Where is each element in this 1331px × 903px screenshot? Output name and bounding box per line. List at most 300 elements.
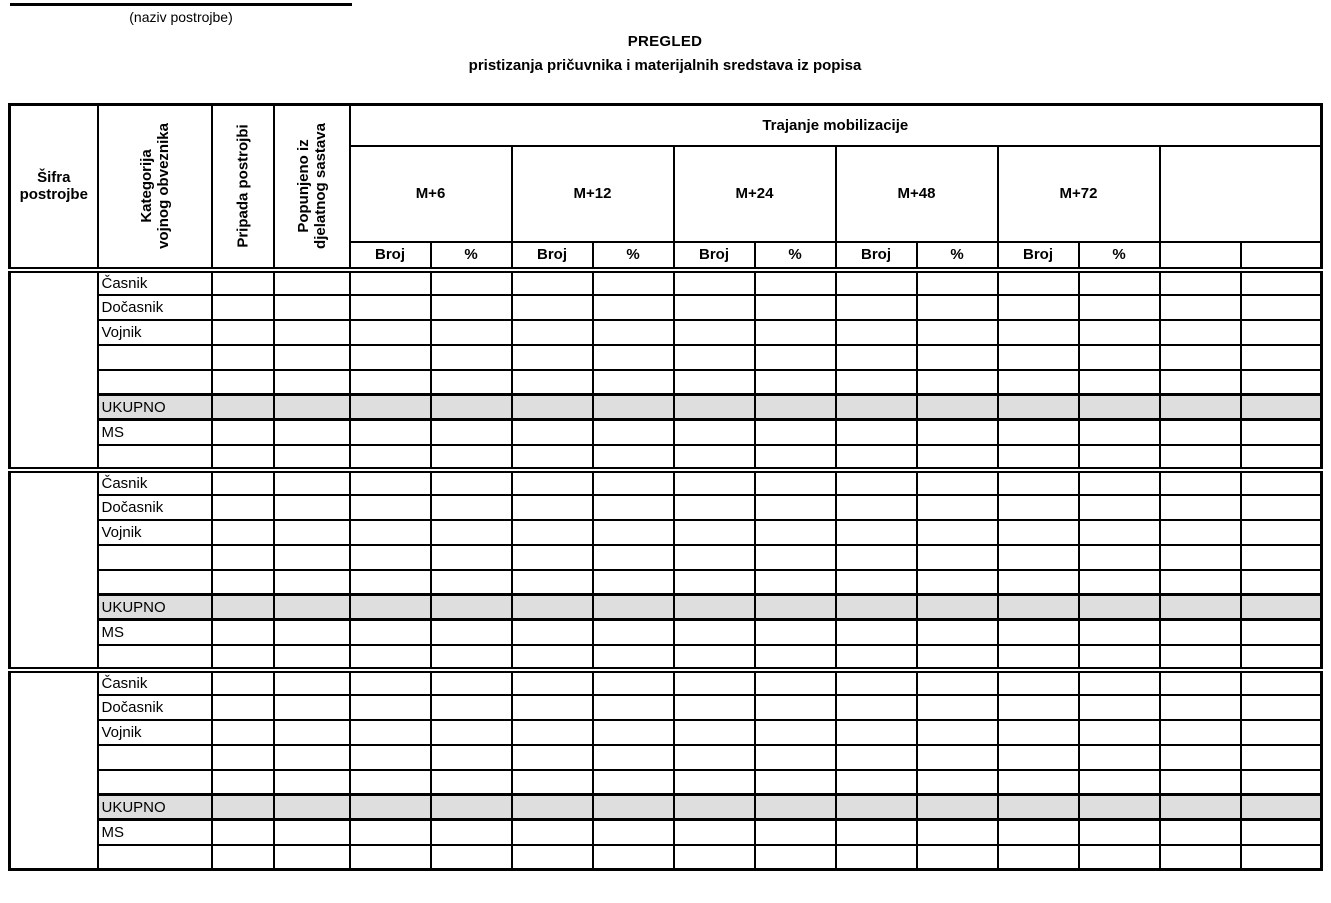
data-cell: [1241, 420, 1322, 445]
data-cell: [274, 445, 350, 470]
data-cell: [593, 520, 674, 545]
data-cell: [755, 520, 836, 545]
data-cell: [998, 545, 1079, 570]
data-cell: [836, 345, 917, 370]
data-cell: [917, 595, 998, 620]
data-cell: [998, 845, 1079, 870]
data-cell: [1241, 745, 1322, 770]
row-label: MS: [98, 820, 212, 845]
table-row: [10, 495, 1322, 520]
data-cell: [998, 670, 1079, 695]
data-cell: [1241, 295, 1322, 320]
data-cell: [512, 420, 593, 445]
col-header-filled-from-active: [274, 105, 350, 270]
data-cell: [755, 595, 836, 620]
data-cell: [1160, 445, 1241, 470]
data-cell: [755, 345, 836, 370]
data-cell: [674, 620, 755, 645]
data-cell: [431, 445, 512, 470]
data-cell: [1079, 670, 1160, 695]
data-cell: [431, 845, 512, 870]
table-row: [10, 695, 1322, 720]
data-cell: [1241, 270, 1322, 295]
data-cell: [212, 570, 274, 595]
data-cell: [431, 670, 512, 695]
data-cell: [674, 520, 755, 545]
row-label: Dočasnik: [98, 495, 212, 520]
data-cell: [755, 295, 836, 320]
table-row: [10, 420, 1322, 445]
table-row: [10, 295, 1322, 320]
col-header-m6: M+6: [350, 146, 512, 242]
data-cell: [1079, 595, 1160, 620]
data-cell: [212, 770, 274, 795]
data-cell: [274, 845, 350, 870]
data-cell: [674, 695, 755, 720]
row-label: [98, 345, 212, 370]
data-cell: [755, 695, 836, 720]
data-cell: [593, 795, 674, 820]
table-row: [10, 570, 1322, 595]
data-cell: [1079, 645, 1160, 670]
data-cell: [917, 545, 998, 570]
sub-header-count-m72: Broj: [998, 242, 1079, 270]
title-block: [8, 33, 1322, 74]
data-cell: [1160, 795, 1241, 820]
sub-header-count-m48: Broj: [836, 242, 917, 270]
row-label: [98, 745, 212, 770]
data-cell: [917, 820, 998, 845]
data-cell: [274, 495, 350, 520]
row-label: MS: [98, 620, 212, 645]
row-label: [98, 570, 212, 595]
data-cell: [674, 545, 755, 570]
data-cell: [674, 345, 755, 370]
sub-header-percent-m6: %: [431, 242, 512, 270]
data-cell: [674, 295, 755, 320]
data-cell: [836, 720, 917, 745]
data-cell: [512, 545, 593, 570]
data-cell: [998, 470, 1079, 495]
data-cell: [593, 845, 674, 870]
data-cell: [674, 470, 755, 495]
data-cell: [1241, 845, 1322, 870]
data-cell: [593, 820, 674, 845]
data-cell: [674, 495, 755, 520]
data-cell: [1160, 295, 1241, 320]
data-cell: [1079, 545, 1160, 570]
row-label: [98, 845, 212, 870]
data-cell: [212, 345, 274, 370]
row-label: Dočasnik: [98, 295, 212, 320]
data-cell: [836, 695, 917, 720]
data-cell: [836, 470, 917, 495]
data-cell: [917, 745, 998, 770]
data-cell: [674, 595, 755, 620]
data-cell: [512, 620, 593, 645]
col-header-m12: M+12: [512, 146, 674, 242]
data-cell: [350, 795, 431, 820]
data-cell: [998, 520, 1079, 545]
data-cell: [1241, 395, 1322, 420]
data-cell: [755, 745, 836, 770]
data-cell: [212, 545, 274, 570]
data-cell: [593, 570, 674, 595]
data-cell: [1160, 520, 1241, 545]
col-header-unit-code: Šifra postrojbe: [10, 105, 98, 270]
row-label: [98, 545, 212, 570]
data-cell: [1160, 570, 1241, 595]
data-cell: [836, 270, 917, 295]
data-cell: [1079, 820, 1160, 845]
data-cell: [350, 445, 431, 470]
data-cell: [593, 620, 674, 645]
data-cell: [755, 720, 836, 745]
data-cell: [1079, 370, 1160, 395]
data-cell: [674, 645, 755, 670]
data-cell: [274, 570, 350, 595]
data-cell: [431, 395, 512, 420]
data-cell: [836, 495, 917, 520]
data-cell: [836, 770, 917, 795]
data-cell: [212, 520, 274, 545]
data-cell: [917, 520, 998, 545]
data-cell: [1241, 620, 1322, 645]
mobilization-overview-table: [8, 103, 1323, 871]
data-cell: [593, 420, 674, 445]
sub-header-count-m12: Broj: [512, 242, 593, 270]
data-cell: [431, 345, 512, 370]
data-cell: [1079, 470, 1160, 495]
data-cell: [917, 420, 998, 445]
data-cell: [350, 345, 431, 370]
data-cell: [1160, 370, 1241, 395]
data-cell: [512, 495, 593, 520]
data-cell: [998, 745, 1079, 770]
data-cell: [274, 520, 350, 545]
data-cell: [1079, 295, 1160, 320]
data-cell: [1241, 320, 1322, 345]
data-cell: [274, 470, 350, 495]
data-cell: [1160, 270, 1241, 295]
row-label: Vojnik: [98, 720, 212, 745]
unit-code-cell: [10, 670, 98, 870]
data-cell: [512, 795, 593, 820]
data-cell: [917, 395, 998, 420]
data-cell: [274, 720, 350, 745]
data-cell: [674, 270, 755, 295]
data-cell: [836, 745, 917, 770]
data-cell: [1160, 770, 1241, 795]
data-cell: [674, 320, 755, 345]
data-cell: [1079, 795, 1160, 820]
data-cell: [431, 720, 512, 745]
data-cell: [755, 820, 836, 845]
data-cell: [431, 545, 512, 570]
data-cell: [593, 345, 674, 370]
data-cell: [274, 595, 350, 620]
data-cell: [512, 370, 593, 395]
data-cell: [431, 620, 512, 645]
data-cell: [1241, 570, 1322, 595]
table-row: [10, 520, 1322, 545]
data-cell: [1241, 545, 1322, 570]
data-cell: [212, 395, 274, 420]
col-header-m48: M+48: [836, 146, 998, 242]
data-cell: [1160, 620, 1241, 645]
data-cell: [512, 720, 593, 745]
data-cell: [917, 320, 998, 345]
data-cell: [1079, 345, 1160, 370]
data-cell: [1079, 620, 1160, 645]
data-cell: [998, 445, 1079, 470]
data-cell: [755, 370, 836, 395]
data-cell: [998, 645, 1079, 670]
data-cell: [350, 670, 431, 695]
data-cell: [1079, 695, 1160, 720]
data-cell: [998, 620, 1079, 645]
col-header-belongs-to-unit-text: Pripada postrojbi: [234, 124, 251, 248]
data-cell: [350, 470, 431, 495]
data-cell: [674, 395, 755, 420]
data-cell: [593, 370, 674, 395]
row-label: Vojnik: [98, 320, 212, 345]
data-cell: [350, 495, 431, 520]
data-cell: [431, 745, 512, 770]
data-cell: [350, 570, 431, 595]
data-cell: [593, 470, 674, 495]
data-cell: [431, 470, 512, 495]
col-header-belongs-to-unit: [212, 105, 274, 270]
data-cell: [1160, 420, 1241, 445]
data-cell: [1241, 470, 1322, 495]
data-cell: [755, 495, 836, 520]
data-cell: [431, 295, 512, 320]
col-header-filled-from-active-text: Popunjeno iz djelatnog sastava: [294, 123, 329, 250]
data-cell: [512, 270, 593, 295]
data-cell: [917, 470, 998, 495]
data-cell: [998, 270, 1079, 295]
header-row-top: [10, 105, 1322, 146]
data-cell: [674, 845, 755, 870]
data-cell: [1241, 820, 1322, 845]
col-header-mobilization-duration: Trajanje mobilizacije: [350, 105, 1322, 146]
data-cell: [836, 570, 917, 595]
data-cell: [593, 645, 674, 670]
data-cell: [998, 420, 1079, 445]
data-cell: [512, 395, 593, 420]
data-cell: [512, 695, 593, 720]
data-cell: [1241, 370, 1322, 395]
data-cell: [917, 795, 998, 820]
data-cell: [212, 470, 274, 495]
data-cell: [1079, 845, 1160, 870]
table-row: [10, 270, 1322, 295]
table-body: [10, 270, 1322, 870]
data-cell: [1160, 545, 1241, 570]
data-cell: [431, 695, 512, 720]
data-cell: [917, 645, 998, 670]
col-header-m24: M+24: [674, 146, 836, 242]
data-cell: [431, 270, 512, 295]
data-cell: [431, 795, 512, 820]
data-cell: [593, 445, 674, 470]
sub-header-extra-1: [1160, 242, 1241, 270]
data-cell: [350, 845, 431, 870]
data-cell: [593, 770, 674, 795]
data-cell: [998, 295, 1079, 320]
data-cell: [431, 820, 512, 845]
data-cell: [212, 620, 274, 645]
data-cell: [998, 820, 1079, 845]
data-cell: [1079, 770, 1160, 795]
data-cell: [1160, 695, 1241, 720]
data-cell: [274, 345, 350, 370]
data-cell: [212, 595, 274, 620]
data-cell: [836, 520, 917, 545]
data-cell: [998, 795, 1079, 820]
table-row: [10, 370, 1322, 395]
data-cell: [350, 320, 431, 345]
data-cell: [836, 370, 917, 395]
table-row: [10, 445, 1322, 470]
row-label: [98, 370, 212, 395]
data-cell: [755, 670, 836, 695]
data-cell: [998, 345, 1079, 370]
data-cell: [1241, 595, 1322, 620]
data-cell: [674, 745, 755, 770]
data-cell: [674, 420, 755, 445]
data-cell: [350, 270, 431, 295]
data-cell: [836, 395, 917, 420]
data-cell: [212, 270, 274, 295]
data-cell: [274, 270, 350, 295]
data-cell: [836, 295, 917, 320]
data-cell: [1160, 495, 1241, 520]
table-row: [10, 670, 1322, 695]
col-header-extra: [1160, 146, 1322, 242]
table-row: [10, 645, 1322, 670]
data-cell: [212, 445, 274, 470]
data-cell: [917, 845, 998, 870]
data-cell: [431, 520, 512, 545]
data-cell: [1160, 345, 1241, 370]
data-cell: [212, 720, 274, 745]
data-cell: [917, 770, 998, 795]
data-cell: [755, 620, 836, 645]
unit-name-signature-line: [10, 3, 352, 6]
data-cell: [212, 745, 274, 770]
data-cell: [350, 645, 431, 670]
page-subtitle: pristizanja pričuvnika i materijalnih sredstava iz popisa: [468, 57, 862, 74]
row-label: UKUPNO: [98, 395, 212, 420]
data-cell: [836, 620, 917, 645]
data-cell: [917, 270, 998, 295]
data-cell: [1079, 520, 1160, 545]
data-cell: [212, 320, 274, 345]
data-cell: [1160, 745, 1241, 770]
data-cell: [512, 570, 593, 595]
data-cell: [212, 495, 274, 520]
table-row: [10, 820, 1322, 845]
row-label: Dočasnik: [98, 695, 212, 720]
table-row: [10, 845, 1322, 870]
data-cell: [350, 745, 431, 770]
data-cell: [836, 445, 917, 470]
data-cell: [512, 295, 593, 320]
col-header-category: [98, 105, 212, 270]
data-cell: [350, 695, 431, 720]
row-label: [98, 445, 212, 470]
data-cell: [1160, 720, 1241, 745]
data-cell: [212, 670, 274, 695]
data-cell: [674, 720, 755, 745]
data-cell: [431, 645, 512, 670]
sub-header-percent-m48: %: [917, 242, 998, 270]
sub-header-count-m24: Broj: [674, 242, 755, 270]
data-cell: [998, 770, 1079, 795]
data-cell: [512, 645, 593, 670]
data-cell: [674, 670, 755, 695]
data-cell: [1241, 720, 1322, 745]
data-cell: [1241, 495, 1322, 520]
data-cell: [212, 370, 274, 395]
row-label: UKUPNO: [98, 595, 212, 620]
data-cell: [836, 595, 917, 620]
data-cell: [836, 670, 917, 695]
table-row: [10, 470, 1322, 495]
data-cell: [998, 395, 1079, 420]
data-cell: [350, 720, 431, 745]
data-cell: [512, 745, 593, 770]
data-cell: [274, 670, 350, 695]
data-cell: [1241, 695, 1322, 720]
data-cell: [350, 545, 431, 570]
row-label: Vojnik: [98, 520, 212, 545]
data-cell: [1079, 320, 1160, 345]
data-cell: [593, 495, 674, 520]
data-cell: [1079, 270, 1160, 295]
data-cell: [755, 420, 836, 445]
data-cell: [274, 620, 350, 645]
col-header-m72: M+72: [998, 146, 1160, 242]
row-label: Časnik: [98, 470, 212, 495]
data-cell: [917, 695, 998, 720]
data-cell: [350, 420, 431, 445]
data-cell: [593, 720, 674, 745]
data-cell: [1160, 670, 1241, 695]
data-cell: [755, 645, 836, 670]
data-cell: [755, 845, 836, 870]
unit-code-cell: [10, 270, 98, 470]
data-cell: [593, 295, 674, 320]
data-cell: [674, 570, 755, 595]
data-cell: [1160, 645, 1241, 670]
data-cell: [593, 595, 674, 620]
data-cell: [274, 795, 350, 820]
data-cell: [674, 770, 755, 795]
data-cell: [212, 695, 274, 720]
data-cell: [512, 845, 593, 870]
data-cell: [998, 720, 1079, 745]
data-cell: [274, 545, 350, 570]
data-cell: [431, 495, 512, 520]
table-row: [10, 720, 1322, 745]
data-cell: [1160, 820, 1241, 845]
data-cell: [836, 645, 917, 670]
data-cell: [674, 445, 755, 470]
sub-header-percent-m72: %: [1079, 242, 1160, 270]
